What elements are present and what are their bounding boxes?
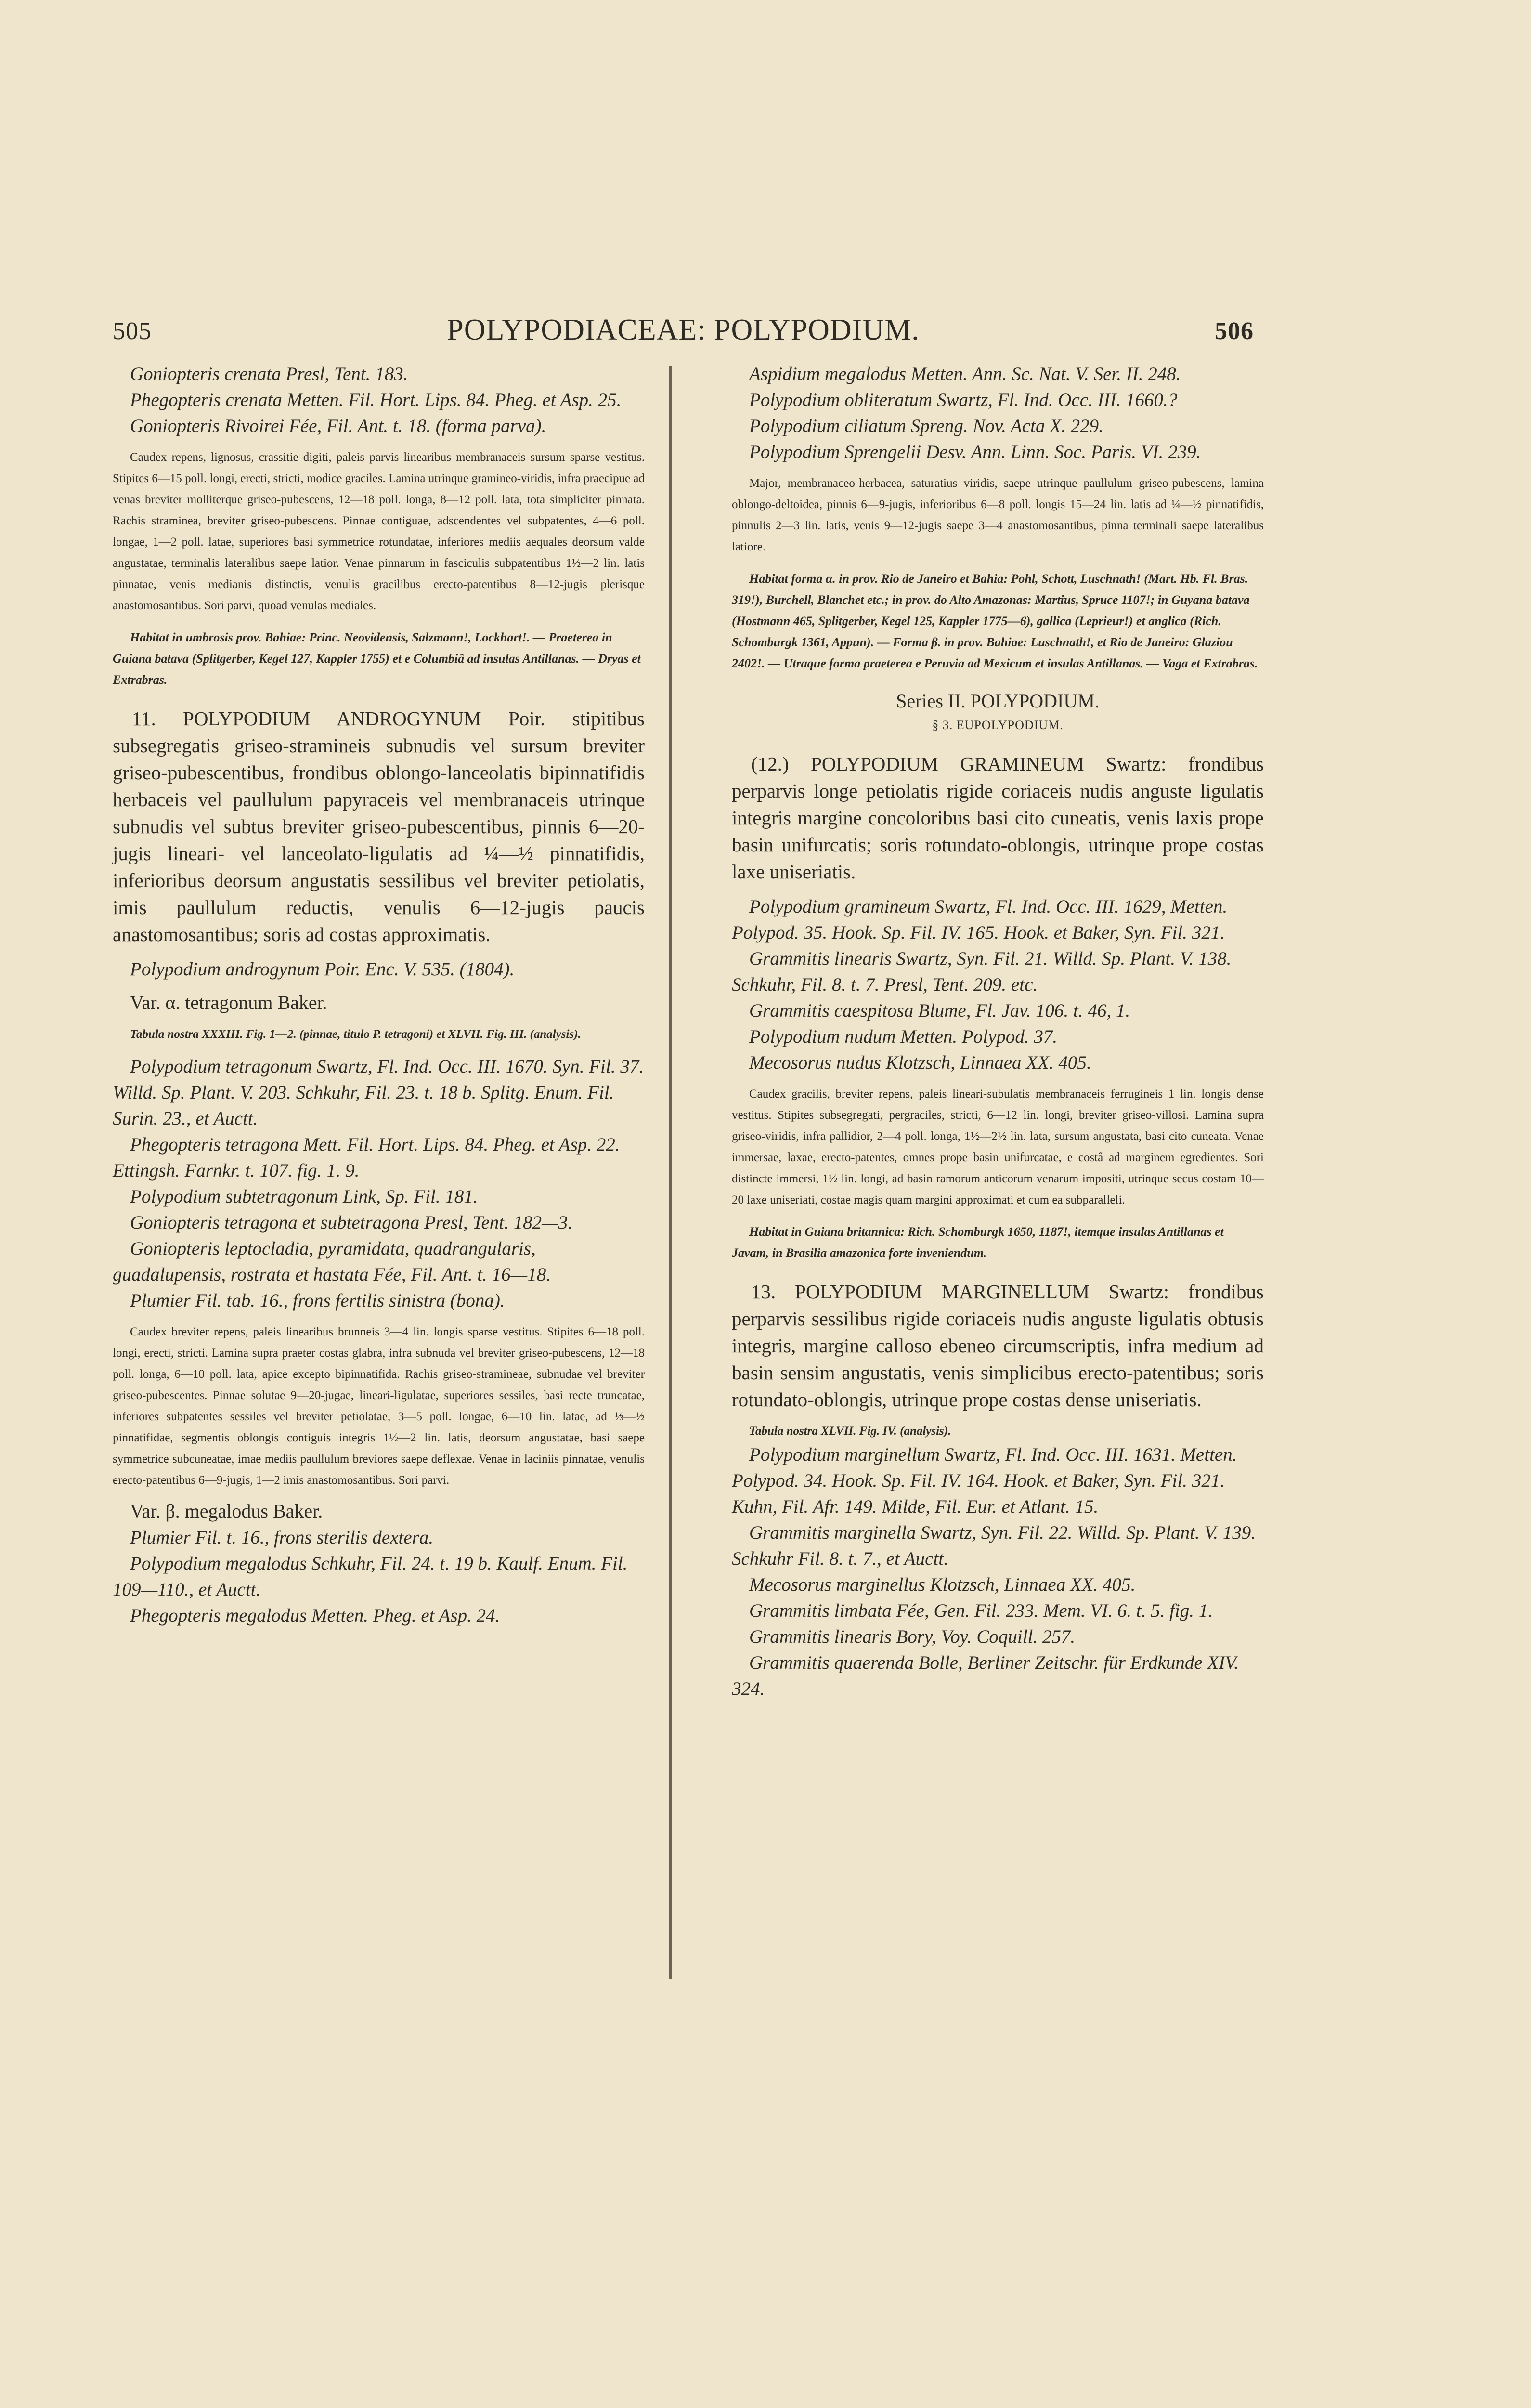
citation: Goniopteris tetragona et subtetragona Presl, Tent. 182—3. bbox=[130, 1212, 573, 1233]
citation: Grammitis quaerenda Bolle, Berliner Zeitschr. für Erdkunde XIV. 324. bbox=[732, 1652, 1239, 1699]
citation: Grammitis linearis Swartz, Syn. Fil. 21. Willd. Sp. Plant. V. 138. Schkuhr, Fil. 8. t. 7. Presl, Tent. 209. etc. bbox=[732, 948, 1232, 995]
citation: Plumier Fil. tab. 16., frons fertilis sinistra (bona). bbox=[130, 1290, 505, 1311]
page-number-right: 506 bbox=[1215, 317, 1254, 345]
citation: Grammitis linearis Bory, Voy. Coquill. 257. bbox=[749, 1626, 1076, 1647]
variety-heading: Var. β. megalodus Baker. bbox=[130, 1500, 323, 1522]
left-column bbox=[113, 361, 645, 1629]
section-heading: § 3. EUPOLYPODIUM. bbox=[932, 718, 1064, 732]
description-paragraph: Caudex breviter repens, paleis linearibus brunneis 3—4 lin. longis sparse vestitus. Stipites 6—18 poll. longi, erecti, stricti. Lamina supra praeter costas glabra, infra subnuda vel breviter griseo-pubescens, 12—18 poll. longa, 6—10 poll. lata, apice excepto bipinnatifida. Rachis griseo-stramineae, subnudae vel breviter griseo-pubescentes. Pinnae solutae 9—20-jugae, lineari-ligulatae, superiores sessiles, basi recte truncatae, inferiores subpatentes sessiles vel breviter petiolatae, 3—5 poll. longae, 6—10 lin. latae, ad ⅓—½ pinnatifidae, segmentis oblongis contiguis integris 1½—2 lin. latis, deorsum angustatae, basi saepe symmetrice subcuneatae, imae mediis paullulum breviores saepe deflexae. Venae in laciniis pinnatae, venulis erecto-patentibus 6—9-jugis, 1—2 imis anastomosantibus. Sori parvi. bbox=[113, 1325, 645, 1487]
description-paragraph: Major, membranaceo-herbacea, saturatius viridis, saepe utrinque paullulum griseo-pubescens, lamina oblongo-deltoidea, pinnis 6—9-jugis, inferioribus 6—8 poll. longis 15—24 lin. latis ad ¼—½ pinnatifidis, pinnulis 2—3 lin. latis, venis 9—12-jugis saepe 3—4 anastomosantibus, pinna terminali saepe lateralibus latiore. bbox=[732, 477, 1264, 553]
citation: Goniopteris Rivoirei Fée, Fil. Ant. t. 18. (forma parva). bbox=[130, 416, 546, 436]
citation: Plumier Fil. t. 16., frons sterilis dextera. bbox=[130, 1527, 434, 1548]
citation: Polypodium subtetragonum Link, Sp. Fil. 181. bbox=[130, 1186, 478, 1207]
habitat-paragraph: Habitat in Guiana britannica: Rich. Schomburgk 1650, 1187!, itemque insulas Antillanas et Javam, in Brasilia amazonica forte inveniendum. bbox=[732, 1225, 1224, 1260]
plate-reference: Tabula nostra XXXIII. Fig. 1—2. (pinnae, titulo P. tetragoni) et XLVII. Fig. III. (analysis). bbox=[130, 1028, 581, 1041]
citation: Polypodium tetragonum Swartz, Fl. Ind. Occ. III. 1670. Syn. Fil. 37. Willd. Sp. Plant. V. 203. Schkuhr, Fil. 23. t. 18 b. Splitg. Enum. Fil. Surin. 23., et Auctt. bbox=[113, 1056, 644, 1129]
citation: Goniopteris crenata Presl, Tent. 183. bbox=[130, 364, 408, 384]
habitat-paragraph: Habitat forma α. in prov. Rio de Janeiro et Bahia: Pohl, Schott, Luschnath! (Mart. Hb. Fl. Bras. 319!), Burchell, Blanchet etc.; in prov. do Alto Amazonas: Martius, Spruce 1107!; in Guyana batava (Hostmann 465, Splitgerber, Kegel 125, Kappler 1775—6), gallica (Leprieur!) et anglica (Rich. Schomburgk 1361, Appun). — Forma β. in prov. Bahiae: Luschnath!, et Rio de Janeiro: Glaziou 2402!. — Utraque forma praeterea e Peruvia ad Mexicum et insulas Antillanas. — Vaga et Extrabras. bbox=[732, 572, 1258, 670]
citation: Polypodium androgynum Poir. Enc. V. 535. (1804). bbox=[130, 959, 515, 980]
citation: Polypodium marginellum Swartz, Fl. Ind. Occ. III. 1631. Metten. Polypod. 34. Hook. Sp. Fil. IV. 164. Hook. et Baker, Syn. Fil. 321. Kuhn, Fil. Afr. 149. Milde, Fil. Eur. et Atlant. 15. bbox=[732, 1444, 1237, 1517]
running-header bbox=[113, 308, 1254, 352]
description-paragraph: Caudex repens, lignosus, crassitie digiti, paleis parvis linearibus membranaceis sursum sparse vestitus. Stipites 6—15 poll. longi, erecti, stricti, modice graciles. Lamina utrinque gramineo-viridis, infra praecipue ad venas breviter molliterque griseo-pubescens, 12—18 poll. longa, 8—12 poll. lata, tota simpliciter pinnata. Rachis straminea, breviter griseo-pubescens. Pinnae contiguae, adscendentes vel subpatentes, 4—6 poll. longae, 1—2 poll. latae, superiores basi symmetrice rotundatae, inferiores mediis aequales deorsum valde angustatae, terminalis lateralibus saepe latior. Venae pinnarum in fasciculis subpatentibus 1½—2 lin. latis pinnatae, venis medianis distinctis, venulis gracilibus erecto-patentibus 8—12-jugis plerisque anastomosantibus. Sori parvi, quoad venulas mediales. bbox=[113, 451, 645, 612]
citation: Polypodium Sprengelii Desv. Ann. Linn. Soc. Paris. VI. 239. bbox=[749, 442, 1201, 462]
citation: Polypodium gramineum Swartz, Fl. Ind. Occ. III. 1629, Metten. Polypod. 35. Hook. Sp. Fil. IV. 165. Hook. et Baker, Syn. Fil. 321. bbox=[732, 896, 1228, 943]
species-diagnosis: (12.) POLYPODIUM GRAMINEUM Swartz: frondibus perparvis longe petiolatis rigide coriaceis nudis anguste ligulatis integris margine concoloribus basi cito cuneatis, venis laxis prope basin unifurcatis; soris rotundato-oblongis, utrinque prope costas laxe uniseriatis. bbox=[732, 753, 1264, 883]
citation: Grammitis caespitosa Blume, Fl. Jav. 106. t. 46, 1. bbox=[749, 1000, 1130, 1021]
variety-heading: Var. α. tetragonum Baker. bbox=[130, 992, 327, 1013]
citation: Phegopteris tetragona Mett. Fil. Hort. Lips. 84. Pheg. et Asp. 22. Ettingsh. Farnkr. t. 107. fig. 1. 9. bbox=[113, 1134, 620, 1181]
series-heading: Series II. POLYPODIUM. bbox=[896, 690, 1100, 712]
habitat-paragraph: Habitat in umbrosis prov. Bahiae: Princ. Neovidensis, Salzmann!, Lockhart!. — Praeterea in Guiana batava (Splitgerber, Kegel 127, Kappler 1755) et e Columbiâ ad insulas Antillanas. — Dryas et Extrabras. bbox=[113, 630, 641, 687]
species-diagnosis: 11. POLYPODIUM ANDROGYNUM Poir. stipitibus subsegregatis griseo-stramineis subnudis vel sursum breviter griseo-pubescentibus, frondibus oblongo-lanceolatis bipinnatifidis herbaceis vel paullulum papyraceis vel membranaceis utrinque subnudis vel subtus breviter griseo-pubescentibus, pinnis 6—20-jugis lineari- vel lanceolato-ligulatis ad ¼—½ pinnatifidis, inferioribus deorsum angustatis sessilibus vel breviter petiolatis, imis paullulum reductis, venulis 6—12-jugis paucis anastomosantibus; soris ad costas approximatis. bbox=[113, 707, 645, 945]
citation: Grammitis limbata Fée, Gen. Fil. 233. Mem. VI. 6. t. 5. fig. 1. bbox=[749, 1600, 1213, 1621]
citation: Mecosorus marginellus Klotzsch, Linnaea XX. 405. bbox=[749, 1574, 1136, 1595]
citation: Phegopteris megalodus Metten. Pheg. et Asp. 24. bbox=[130, 1605, 500, 1626]
citation: Mecosorus nudus Klotzsch, Linnaea XX. 405. bbox=[749, 1052, 1091, 1073]
right-column bbox=[732, 361, 1264, 1702]
citation: Grammitis marginella Swartz, Syn. Fil. 22. Willd. Sp. Plant. V. 139. Schkuhr Fil. 8. t. 7., et Auctt. bbox=[732, 1522, 1256, 1569]
citation: Polypodium ciliatum Spreng. Nov. Acta X. 229. bbox=[749, 416, 1103, 436]
running-title: POLYPODIACEAE: POLYPODIUM. bbox=[447, 314, 920, 346]
description-paragraph: Caudex gracilis, breviter repens, paleis lineari-subulatis membranaceis ferrugineis 1 lin. longis dense vestitus. Stipites subsegregati, pergraciles, stricti, 6—12 lin. longi, breviter griseo-villosi. Lamina supra griseo-viridis, infra pallidior, 2—4 poll. longa, 1½—2½ lin. lata, sursum angustata, basi cito cuneata. Venae immersae, laxae, erecto-patentes, omnes prope basin unifurcatae, e costâ ad marginem egredientes. Sori distincte immersi, 1½ lin. longi, ad basin ramorum anticorum venarum impositi, utrinque secus costam 10—20 laxe uniseriati, costae magis quam margini approximati et cum ea subparalleli. bbox=[732, 1087, 1264, 1206]
citation: Aspidium megalodus Metten. Ann. Sc. Nat. V. Ser. II. 248. bbox=[749, 364, 1181, 384]
plate-reference: Tabula nostra XLVII. Fig. IV. (analysis). bbox=[749, 1425, 951, 1438]
citation: Goniopteris leptocladia, pyramidata, quadrangularis, guadalupensis, rostrata et hastata Fée, Fil. Ant. t. 16—18. bbox=[113, 1238, 551, 1285]
citation: Polypodium megalodus Schkuhr, Fil. 24. t. 19 b. Kaulf. Enum. Fil. 109—110., et Auctt. bbox=[113, 1553, 628, 1600]
citation: Polypodium nudum Metten. Polypod. 37. bbox=[749, 1026, 1058, 1047]
column-divider bbox=[669, 366, 672, 1979]
species-diagnosis: 13. POLYPODIUM MARGINELLUM Swartz: frondibus perparvis sessilibus rigide coriaceis nudis anguste ligulatis obtusis integris, margine calloso ebeneo circumscriptis, infra medium ad basin sensim angustatis, venis simplicibus erecto-patentibus; soris rotundato-oblongis, utrinque prope costas dense uniseriatis. bbox=[732, 1281, 1264, 1411]
citation: Polypodium obliteratum Swartz, Fl. Ind. Occ. III. 1660.? bbox=[749, 390, 1178, 410]
citation: Phegopteris crenata Metten. Fil. Hort. Lips. 84. Pheg. et Asp. 25. bbox=[130, 390, 622, 410]
page-number-left: 505 bbox=[113, 317, 152, 345]
